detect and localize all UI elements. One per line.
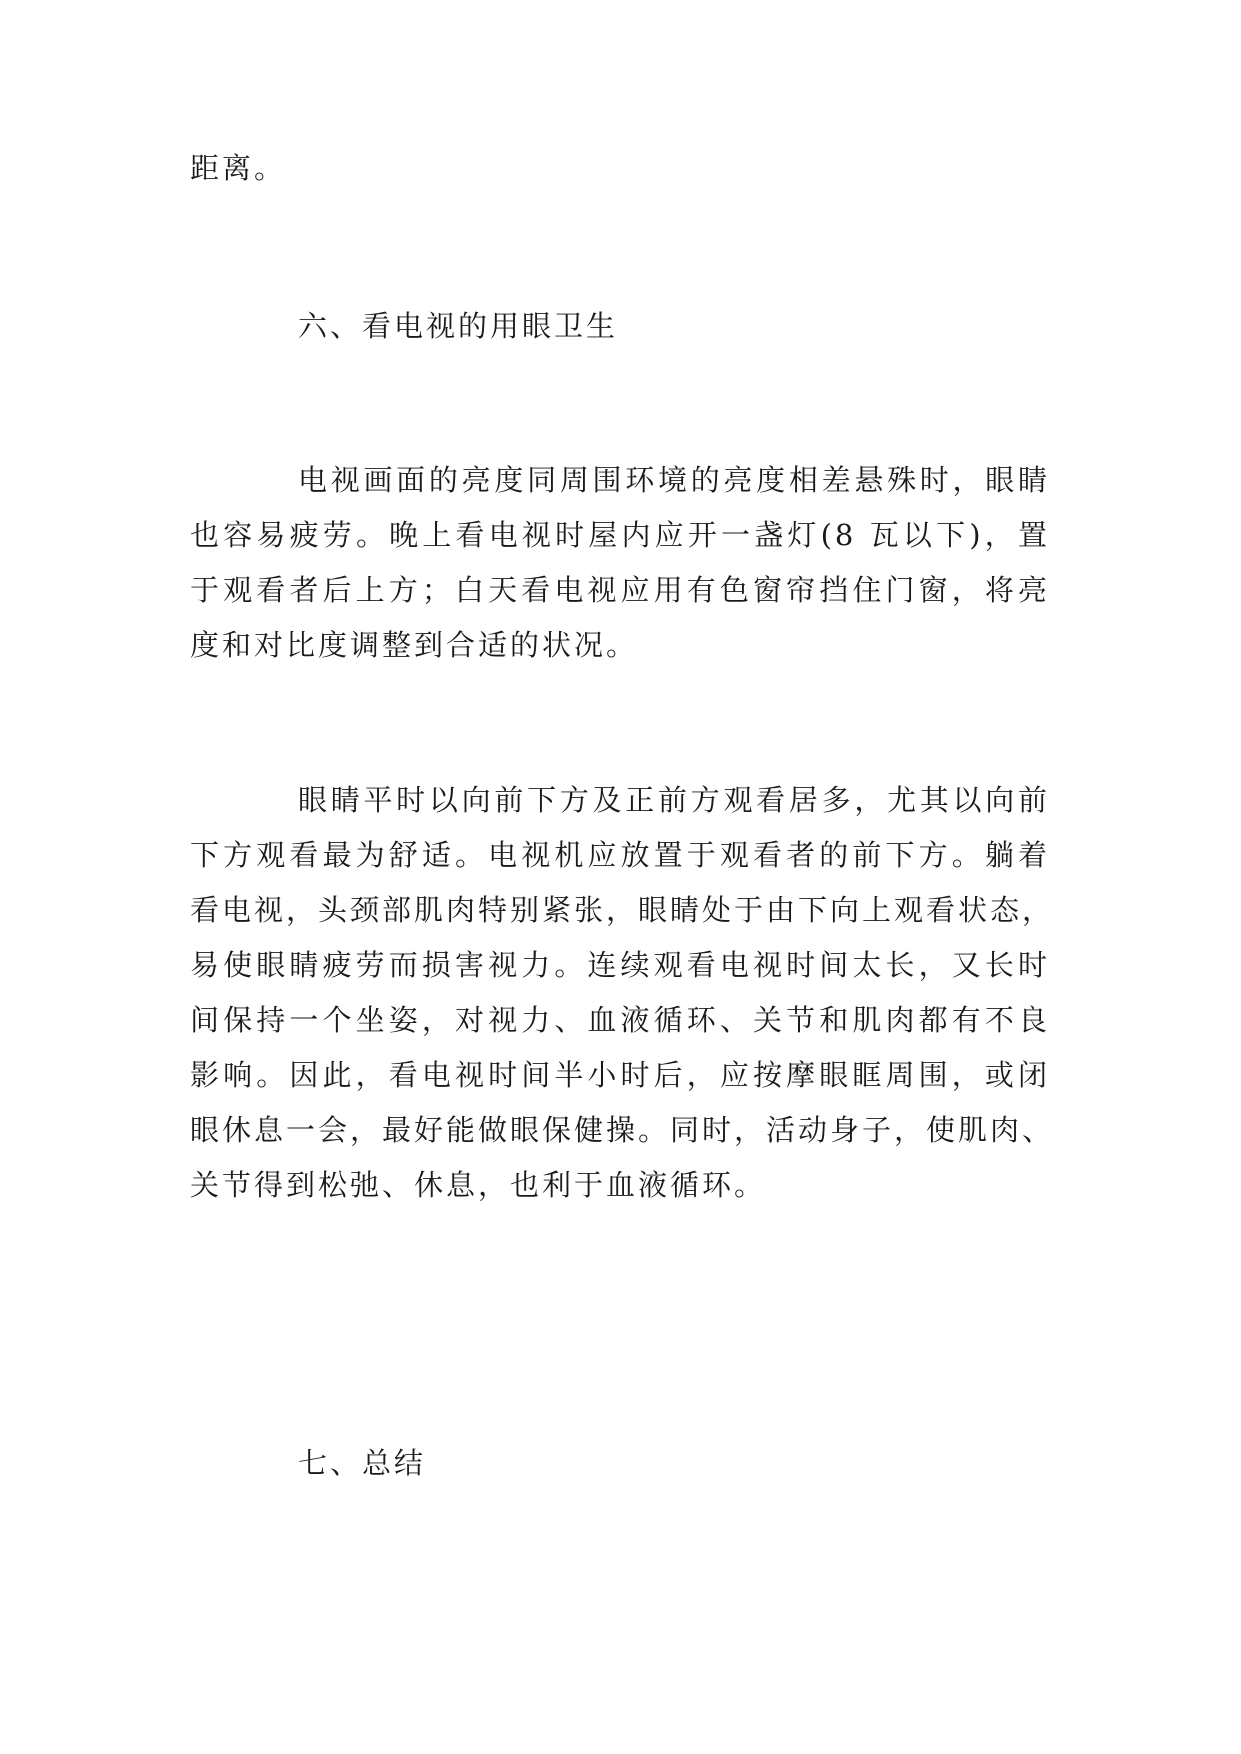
text-line: 影响。因此，看电视时间半小时后，应按摩眼眶周围，或闭 bbox=[190, 1058, 1050, 1092]
text-line: 也容易疲劳。晚上看电视时屋内应开一盏灯(8 瓦以下)，置 bbox=[190, 518, 1050, 552]
text-line: 看电视，头颈部肌肉特别紧张，眼睛处于由下向上观看状态， bbox=[190, 893, 1055, 927]
text-line: 电视画面的亮度同周围环境的亮度相差悬殊时，眼睛 bbox=[298, 463, 1050, 497]
text-line: 间保持一个坐姿，对视力、血液循环、关节和肌肉都有不良 bbox=[190, 1003, 1050, 1037]
text-line: 眼睛平时以向前下方及正前方观看居多，尤其以向前 bbox=[298, 783, 1050, 817]
text-line: 于观看者后上方；白天看电视应用有色窗帘挡住门窗，将亮 bbox=[190, 573, 1050, 607]
text-line: 关节得到松弛、休息，也利于血液循环。 bbox=[190, 1168, 767, 1202]
paragraph-fragment: 距离。 bbox=[190, 151, 287, 185]
section-6-heading: 六、看电视的用眼卫生 bbox=[298, 309, 619, 343]
text-line: 眼休息一会，最好能做眼保健操。同时，活动身子，使肌肉、 bbox=[190, 1113, 1055, 1147]
section-7-heading: 七、总结 bbox=[298, 1446, 427, 1480]
text-line: 易使眼睛疲劳而损害视力。连续观看电视时间太长，又长时 bbox=[190, 948, 1050, 982]
text-line: 下方观看最为舒适。电视机应放置于观看者的前下方。躺着 bbox=[190, 838, 1050, 872]
text-line: 度和对比度调整到合适的状况。 bbox=[190, 628, 639, 662]
